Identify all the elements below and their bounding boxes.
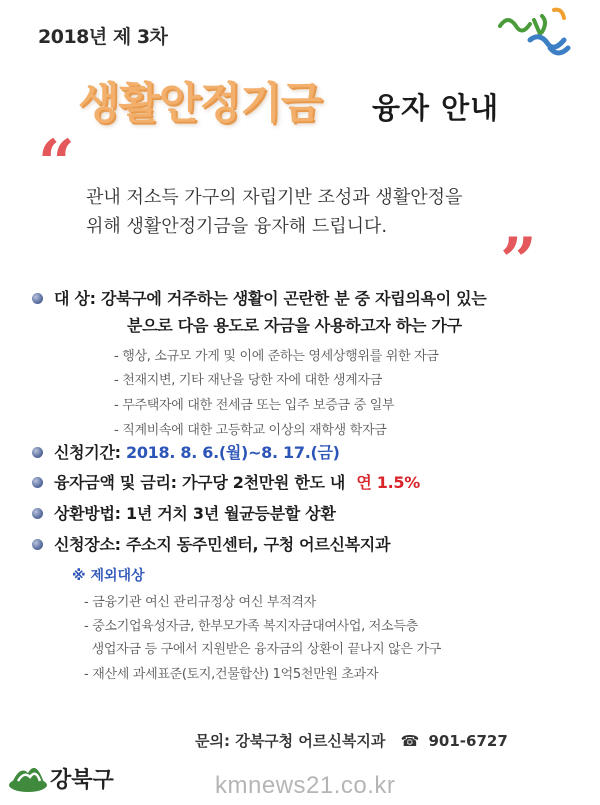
target-label: 대 상 [54,289,90,308]
contact-phone: 901-6727 [428,732,508,750]
period-label: 신청기간: [54,443,121,462]
period-row [54,440,340,463]
repay-label: 상환방법: [54,504,121,523]
open-quote-icon: “ [38,126,75,201]
bullet-icon [32,508,43,519]
close-quote-icon: ” [500,224,537,299]
gangbuk-logo [6,761,146,795]
bullet-icon [32,477,43,488]
gangbuk-slogan-logo [490,6,580,64]
loan-rate: 연 1.5% [356,473,420,492]
period-value: 2018. 8. 6.(월)~8. 17.(금) [126,443,340,462]
contact-line [195,730,508,751]
repay-row [54,501,335,524]
main-title: 생활안정기금 [78,79,322,129]
target-item: - 직계비속에 대한 고등학교 이상의 재학생 학자금 [114,423,387,438]
sub-title: 융자 안내 [372,91,500,125]
exclusion-item: 생업자금 등 구에서 지원받은 융자금의 상환이 끝나지 않은 가구 [84,642,442,657]
target-item: - 천재지변, 기타 재난을 당한 자에 대한 생계자금 [114,373,382,388]
target-row: 대 상: 강북구에 거주하는 생활이 곤란한 분 중 자립의욕이 있는 [54,289,487,308]
intro-line-1: 관내 저소득 가구의 자립기반 조성과 생활안정을 [86,187,463,208]
target-item: - 무주택자에 대한 전세금 또는 입주 보증금 중 일부 [114,398,395,413]
target-line-1: 강북구에 거주하는 생활이 곤란한 분 중 자립의욕이 있는 [100,289,487,308]
intro-text [86,183,556,241]
intro-line-2: 위해 생활안정기금을 융자해 드립니다. [86,216,388,237]
place-label: 신청장소: [54,535,121,554]
exclusion-item: - 재산세 과세표준(토지,건물합산) 1억5천만원 초과자 [84,667,379,682]
phone-icon: ☎ [400,732,420,750]
contact-label: 문의: 강북구청 어르신복지과 [195,732,386,750]
bullet-icon [32,293,43,304]
loan-label: 융자금액 및 금리: [54,473,177,492]
target-line-2: 분으로 다음 용도로 자금을 사용하고자 하는 가구 [127,316,462,335]
loan-value: 가구당 2천만원 한도 내 [182,473,346,492]
exclusion-item: - 금융기관 여신 관리규정상 여신 부적격자 [84,595,316,610]
loan-row [54,470,420,493]
target-item: - 행상, 소규모 가게 및 이에 준하는 영세상행위를 위한 자금 [114,349,439,364]
place-row [54,532,390,555]
exclusion-title: ※ 제외대상 [72,568,145,584]
repay-value: 1년 거치 3년 월균등분할 상환 [126,504,336,523]
logo-text: 강북구 [50,768,114,793]
watermark: kmnews21.co.kr [215,772,396,799]
bullet-icon [32,539,43,550]
exclusion-item: - 중소기업육성자금, 한부모가족 복지자금대여사업, 저소득층 [84,619,418,634]
bullet-icon [32,447,43,458]
place-value: 주소지 동주민센터, 구청 어르신복지과 [126,535,391,554]
mountain-logo-icon [8,763,48,793]
edition-label: 2018년 제 3차 [38,26,168,48]
